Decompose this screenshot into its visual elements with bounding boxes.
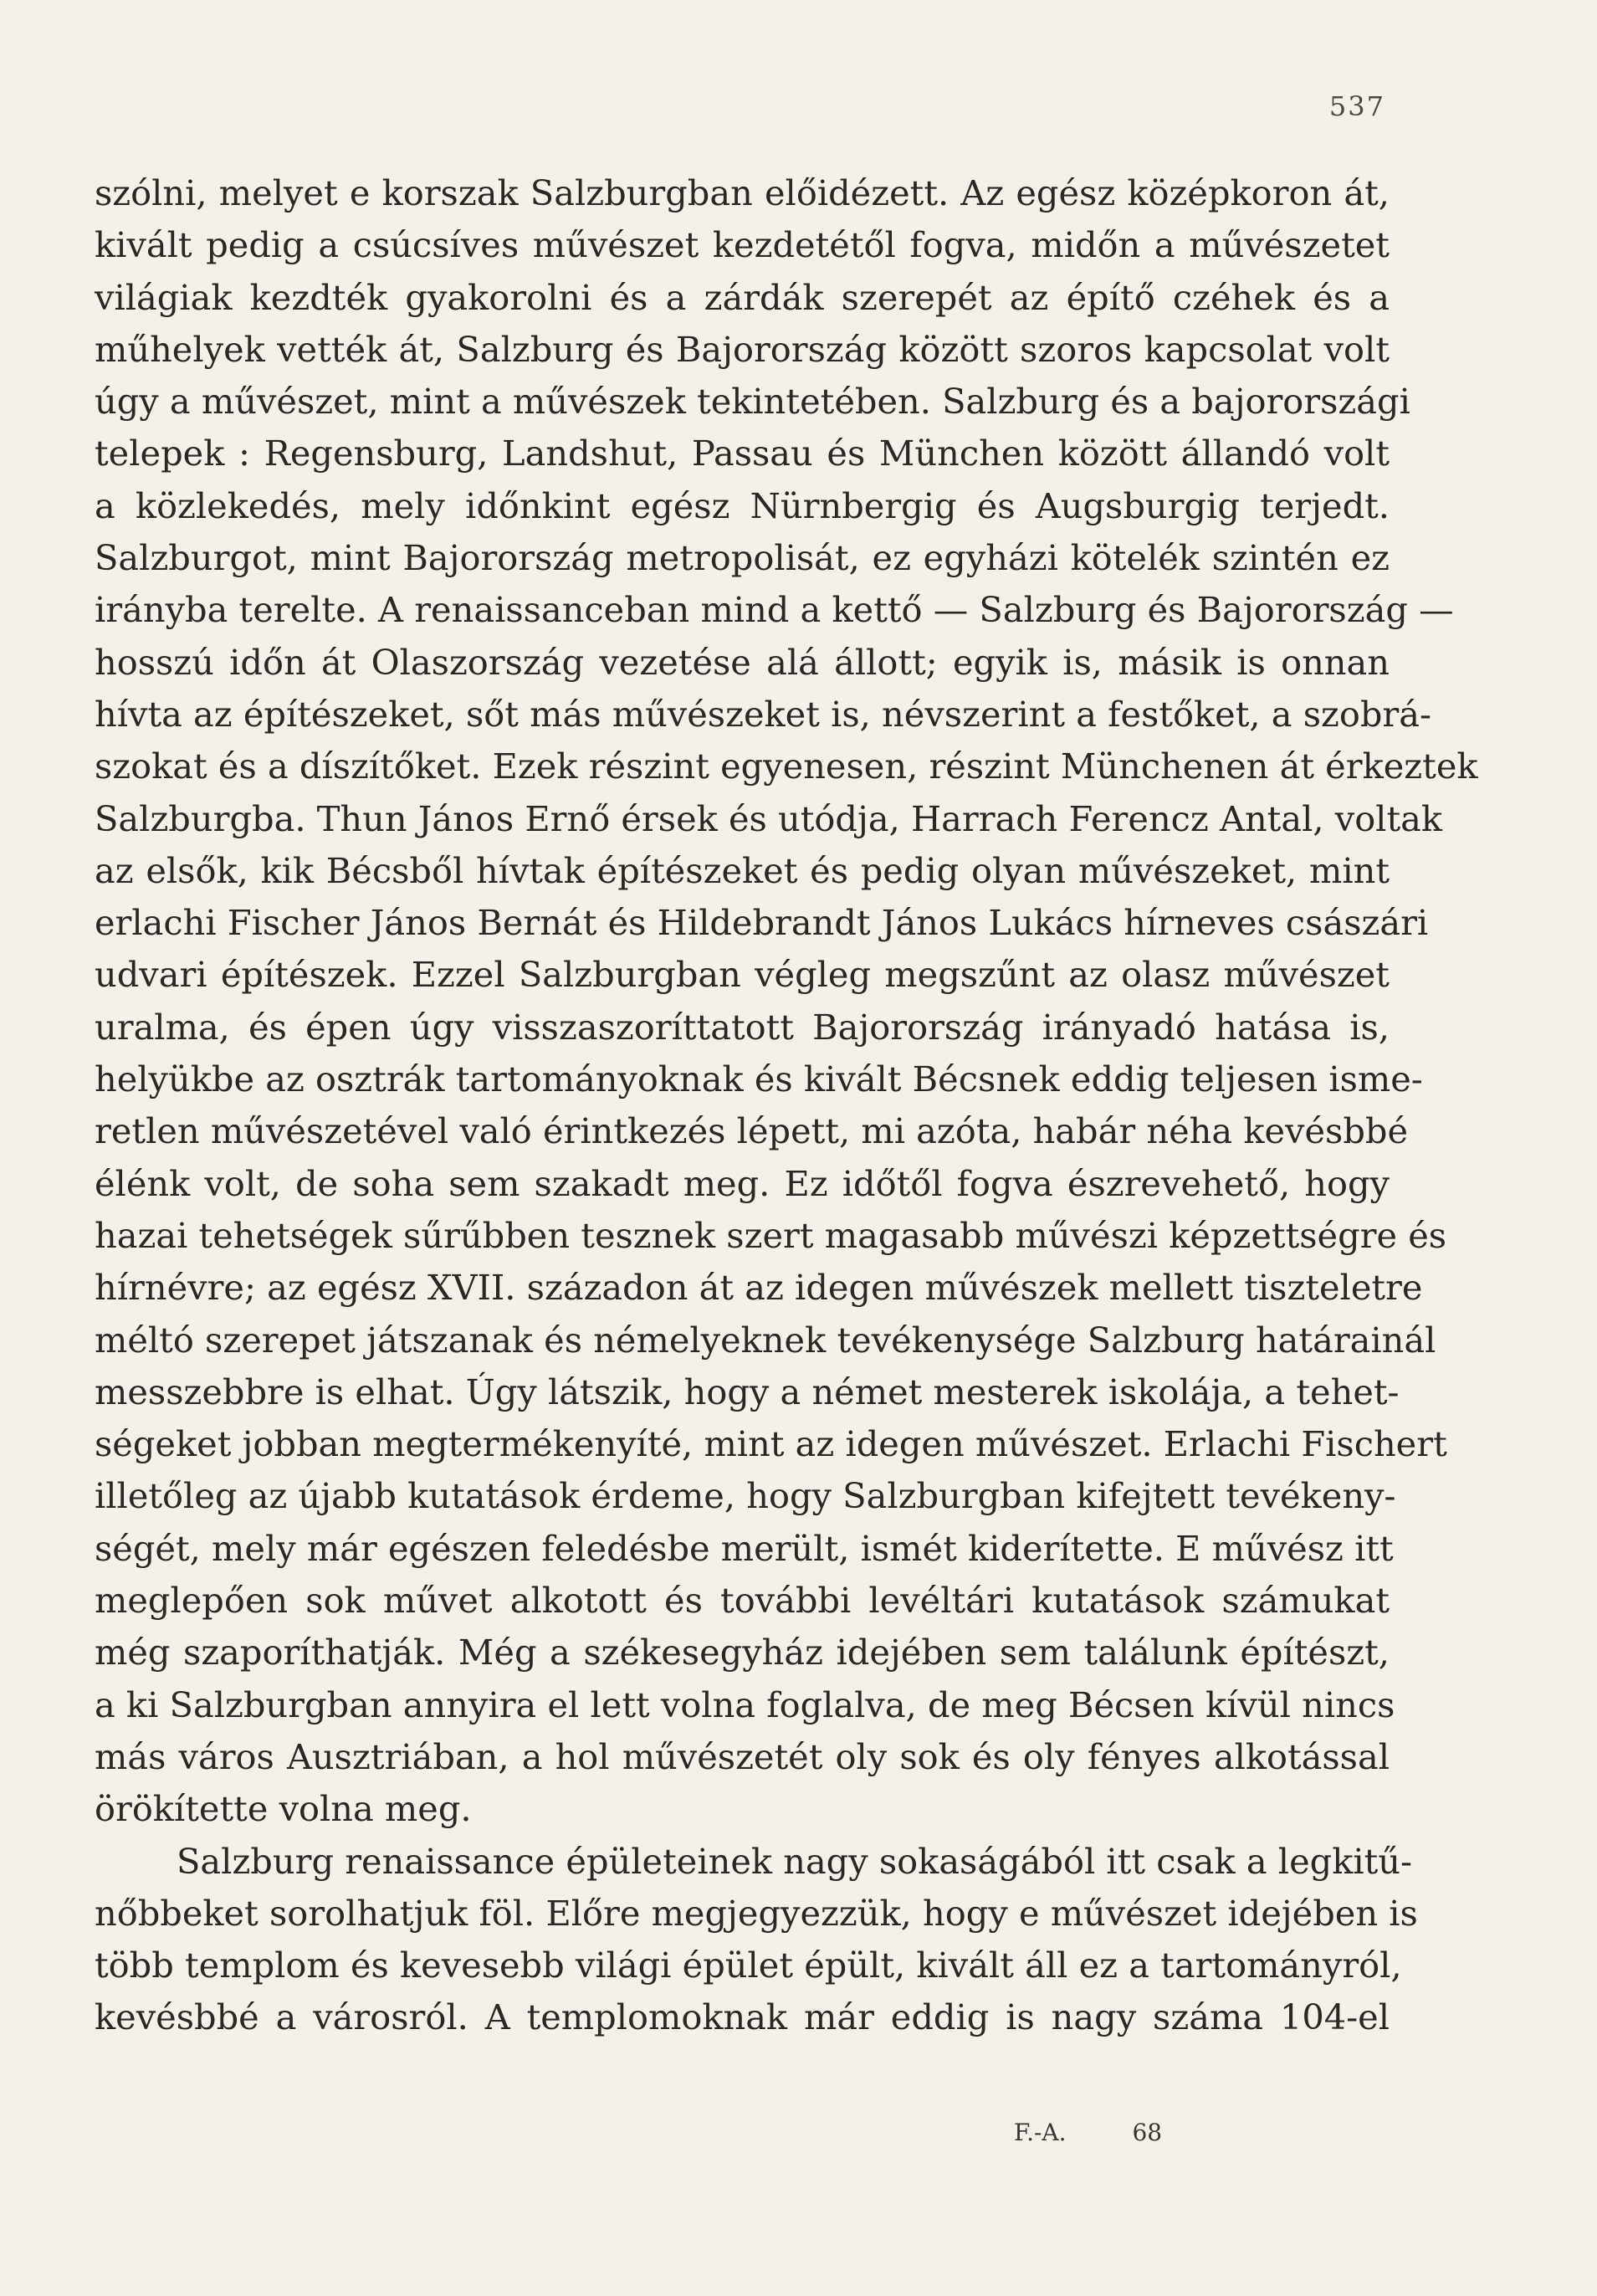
- text-line: örökítette volna meg.: [95, 1788, 472, 1830]
- text-line: több templom és kevesebb világi épület épült, kivált áll ez a tartományról,: [95, 1945, 1402, 1986]
- text-line: a ki Salzburgban annyira el lett volna foglalva, de meg Bécsen kívül nincs: [95, 1684, 1395, 1725]
- paragraph: [95, 1836, 1418, 2044]
- text-line: Salzburg renaissance épületeinek nagy sokaságából itt csak a legkitű-: [177, 1840, 1413, 1882]
- text-line: nőbbeket sorolhatjuk föl. Előre megjegyezzük, hogy e művészet idejében is: [95, 1892, 1418, 1934]
- text-line: erlachi Fischer János Bernát és Hildebrandt János Lukács hírneves császári: [95, 902, 1429, 944]
- signature-label: F.-A.: [1014, 2119, 1067, 2146]
- text-line: hazai tehetségek sűrűbben tesznek szert magasabb művészi képzettségre és: [95, 1214, 1447, 1256]
- text-line: hosszú időn át Olaszország vezetése alá állott; egyik is, másik is onnan: [95, 641, 1390, 683]
- text-line: szokat és a díszítőket. Ezek részint egyenesen, részint Münchenen át érkeztek: [95, 746, 1478, 787]
- text-line: uralma, és épen úgy visszaszoríttatott Bajorország irányadó hatása is,: [95, 1006, 1390, 1048]
- text-line: Salzburgba. Thun János Ernő érsek és utódja, Harrach Ferencz Antal, voltak: [95, 797, 1443, 839]
- paragraph: [95, 167, 1478, 1836]
- text-line: hívta az építészeket, sőt más művészeket is, névszerint a festőket, a szobrá-: [95, 693, 1432, 735]
- text-line: világiak kezdték gyakorolni és a zárdák szerepét az építő czéhek és a: [95, 276, 1390, 318]
- text-line: helyükbe az osztrák tartományoknak és kivált Bécsnek eddig teljesen isme-: [95, 1058, 1423, 1100]
- text-line: úgy a művészet, mint a művészek tekintetében. Salzburg és a bajorországi: [95, 381, 1410, 423]
- text-line: még szaporíthatják. Még a székesegyház idejében sem találunk építészt,: [95, 1632, 1390, 1673]
- body-text: [95, 167, 1478, 2044]
- text-line: kivált pedig a csúcsíves művészet kezdetétől fogva, midőn a művészetet: [95, 224, 1390, 266]
- text-line: kevésbbé a városról. A templomoknak már eddig is nagy száma 104-el: [95, 1996, 1390, 2038]
- text-line: más város Ausztriában, a hol művészetét oly sok és oly fényes alkotással: [95, 1735, 1390, 1777]
- text-line: műhelyek vették át, Salzburg és Bajorország között szoros kapcsolat volt: [95, 328, 1390, 370]
- text-line: Salzburgot, mint Bajorország metropolisát, ez egyházi kötelék szintén ez: [95, 537, 1390, 579]
- text-line: messzebbre is elhat. Úgy látszik, hogy a német mesterek iskolája, a tehet-: [95, 1371, 1400, 1412]
- text-line: méltó szerepet játszanak és némelyeknek tevékenysége Salzburg határainál: [95, 1319, 1436, 1361]
- text-line: illetőleg az újabb kutatások érdeme, hogy Salzburgban kifejtett tevékeny-: [95, 1475, 1396, 1517]
- text-line: irányba terelte. A renaissanceban mind a kettő — Salzburg és Bajorország —: [95, 589, 1454, 631]
- text-line: retlen művészetével való érintkezés lépett, mi azóta, habár néha kevésbbé: [95, 1110, 1409, 1152]
- text-line: élénk volt, de soha sem szakadt meg. Ez időtől fogva észrevehető, hogy: [95, 1162, 1390, 1204]
- text-line: hírnévre; az egész XVII. századon át az idegen művészek mellett tiszteletre: [95, 1267, 1423, 1309]
- signature-number: 68: [1132, 2119, 1163, 2146]
- text-line: szólni, melyet e korszak Salzburgban előidézett. Az egész középkoron át,: [95, 172, 1390, 213]
- text-line: ségét, mely már egészen feledésbe merült, ismét kiderítette. E művész itt: [95, 1527, 1394, 1569]
- text-line: ségeket jobban megtermékenyíté, mint az idegen művészet. Erlachi Fischert: [95, 1423, 1447, 1465]
- text-line: az elsők, kik Bécsből hívtak építészeket és pedig olyan művészeket, mint: [95, 849, 1390, 891]
- page-number: 537: [1328, 90, 1385, 122]
- text-line: meglepően sok művet alkotott és további levéltári kutatások számukat: [95, 1580, 1390, 1622]
- printer-signature: [1014, 2119, 1162, 2146]
- text-line: telepek : Regensburg, Landshut, Passau és München között állandó volt: [95, 433, 1390, 474]
- text-line: a közlekedés, mely időnkint egész Nürnbergig és Augsburgig terjedt.: [95, 484, 1390, 526]
- text-line: udvari építészek. Ezzel Salzburgban végleg megszűnt az olasz művészet: [95, 954, 1390, 996]
